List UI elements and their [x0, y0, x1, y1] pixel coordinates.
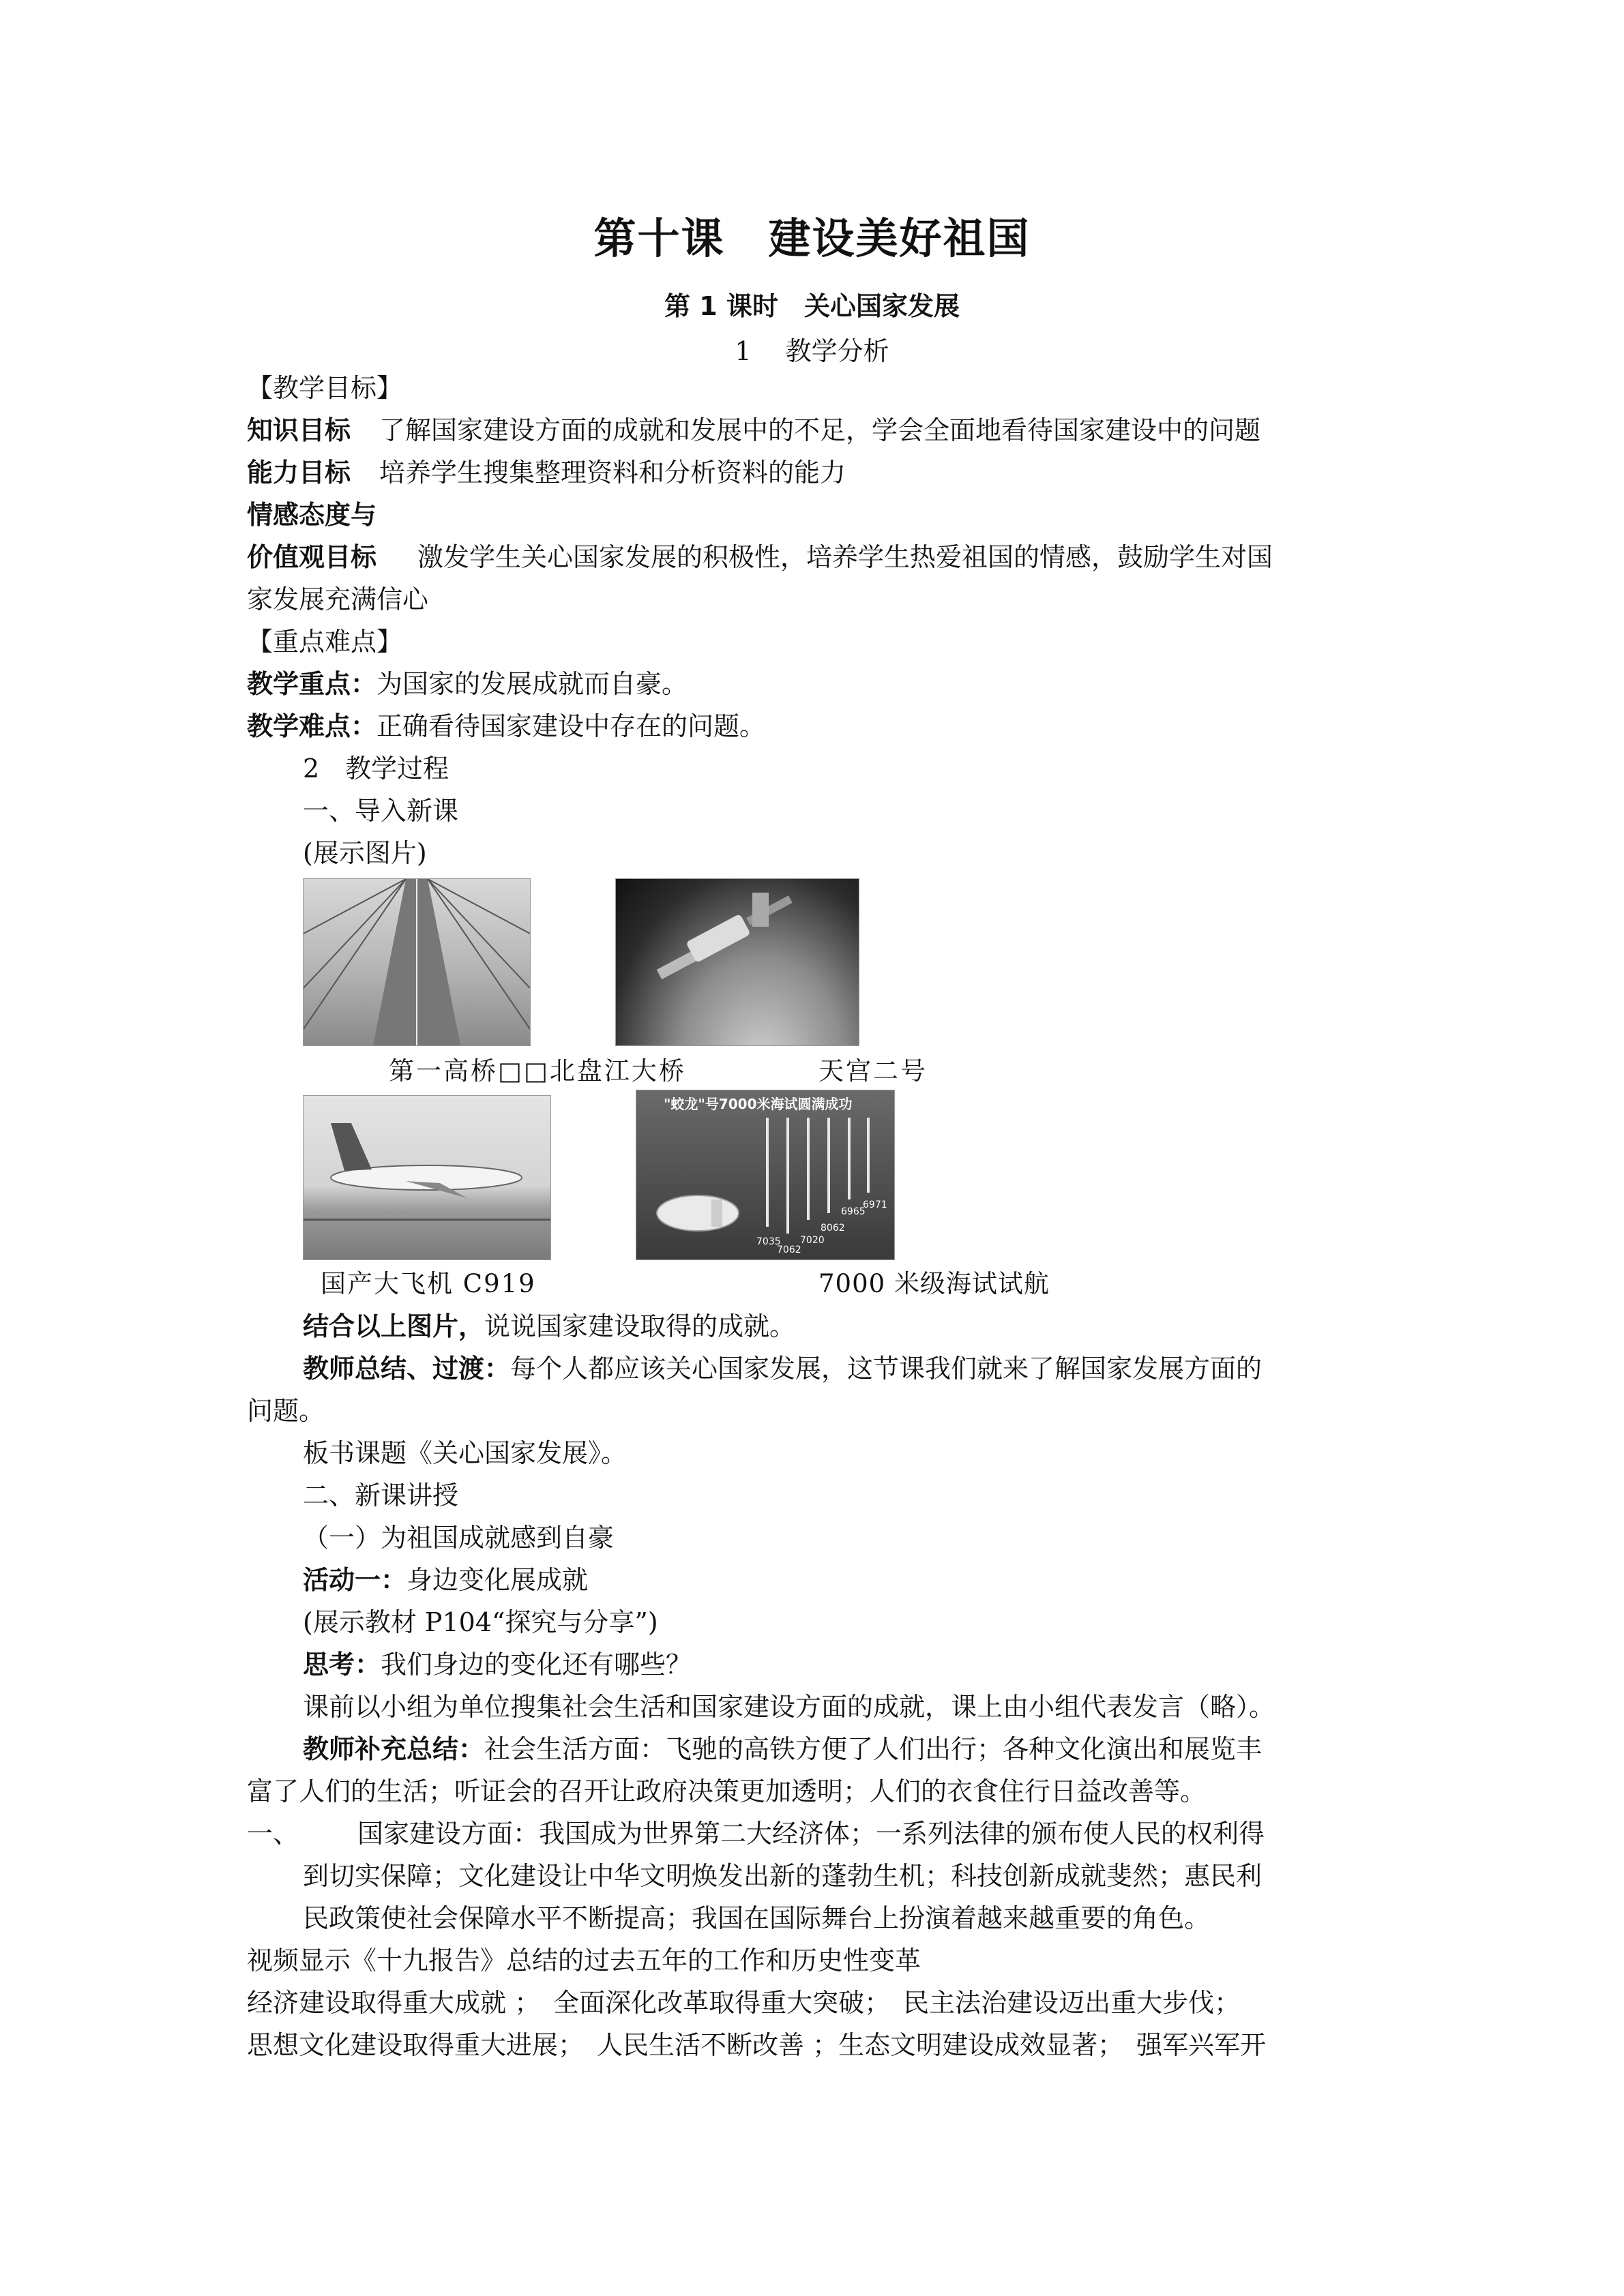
depth-label: 7035 — [756, 1236, 781, 1247]
depth-label: 7062 — [777, 1244, 801, 1255]
teacher-summary-text: 每个人都应该关心国家发展，这节课我们就来了解国家发展方面的 — [510, 1354, 1263, 1384]
ability-objective — [247, 451, 846, 494]
section-heading-process: 2 教学过程 — [303, 754, 449, 784]
teacher-supplement-text: 社会生活方面：飞驰的高铁方便了人们出行；各种文化演出和展览丰 — [484, 1734, 1263, 1764]
subsection-heading: （一）为祖国成就感到自豪 — [303, 1523, 615, 1553]
space-station-illustration — [616, 879, 859, 1045]
depth-label: 7020 — [800, 1235, 825, 1246]
key-point — [247, 663, 688, 705]
bridge-illustration — [304, 879, 530, 1045]
depth-bar — [867, 1118, 870, 1193]
lesson-subtitle: 第 1 课时 关心国家发展 — [664, 291, 960, 321]
bridge-caption: 第一高桥□□北盘江大桥 — [389, 1056, 686, 1086]
think-label: 思考： — [303, 1650, 381, 1680]
page-title: 第十课 建设美好祖国 — [593, 213, 1031, 263]
jiaolong-caption: 7000 米级海试试航 — [818, 1269, 1050, 1298]
combine-text: 说说国家建设取得的成就。 — [484, 1311, 796, 1341]
teacher-supplement-label: 教师补充总结： — [303, 1734, 485, 1764]
tiangong-photo — [615, 878, 859, 1046]
achievements-line-1: 经济建设取得重大成就 ； 全面深化改革取得重大突破； 民主法治建设迈出重大步伐； — [247, 1988, 1241, 2018]
bridge-photo — [303, 878, 531, 1046]
values-text-cont: 家发展充满信心 — [247, 584, 429, 614]
part-heading-intro: 一、导入新课 — [303, 796, 459, 826]
key-point-label: 教学重点： — [247, 669, 377, 699]
teacher-summary — [303, 1347, 1262, 1390]
national-line-2: 到切实保障；文化建设让中华文明焕发出新的蓬勃生机；科技创新成就斐然；惠民利 — [303, 1861, 1263, 1891]
teacher-supplement-cont: 富了人们的生活；听证会的召开让政府决策更加透明；人们的衣食住行日益改善等。 — [247, 1776, 1207, 1806]
think-prompt — [303, 1643, 692, 1686]
teacher-summary-label: 教师总结、过渡： — [303, 1354, 511, 1384]
board-note: 板书课题《关心国家发展》。 — [303, 1438, 628, 1468]
think-text: 我们身边的变化还有哪些？ — [381, 1650, 692, 1680]
tiangong-caption: 天宫二号 — [818, 1056, 928, 1086]
depth-label: 6971 — [863, 1199, 887, 1210]
jiaolong-banner: "蛟龙"号7000米海试圆满成功 — [664, 1096, 853, 1112]
depth-bar — [807, 1118, 810, 1220]
teacher-summary-cont: 问题。 — [247, 1396, 325, 1426]
depth-bar — [786, 1118, 789, 1234]
depth-label: 8062 — [821, 1223, 845, 1234]
objectives-heading: 【教学目标】 — [247, 373, 403, 403]
show-textbook-note: (展示教材 P104“探究与分享”) — [303, 1607, 658, 1637]
c919-photo — [303, 1095, 551, 1260]
depth-label: 6965 — [841, 1206, 866, 1217]
part-heading-new: 二、新课讲授 — [303, 1480, 459, 1510]
combine-label: 结合以上图片， — [303, 1311, 485, 1341]
teacher-supplement — [303, 1728, 1262, 1770]
national-line-3: 民政策使社会保障水平不断提高；我国在国际舞台上扮演着越来越重要的角色。 — [303, 1903, 1211, 1933]
difficulty — [247, 705, 765, 747]
national-line-1: 国家建设方面：我国成为世界第二大经济体；一系列法律的颁布使人民的权利得 — [357, 1819, 1265, 1849]
jiaolong-photo — [636, 1090, 895, 1260]
values-label: 价值观目标 — [247, 542, 377, 572]
achievements-line-2: 思想文化建设取得重大进展； 人民生活不断改善 ；生态文明建设成效显著； 强军兴军开 — [247, 2030, 1267, 2060]
emotion-label-line1: 情感态度与 — [247, 500, 377, 530]
c919-caption: 国产大飞机 C919 — [321, 1269, 536, 1298]
pre-class-note: 课前以小组为单位搜集社会生活和国家建设方面的成就，课上由小组代表发言（略）。 — [303, 1692, 1275, 1722]
difficulty-label: 教学难点： — [247, 711, 377, 741]
knowledge-objective — [247, 409, 1260, 451]
submersible-illustration — [650, 1179, 745, 1247]
knowledge-label: 知识目标 — [247, 415, 351, 445]
activity-one — [303, 1559, 588, 1601]
depth-bar — [766, 1118, 769, 1227]
depth-bar — [848, 1118, 851, 1199]
list-marker: 一、 — [247, 1819, 299, 1849]
values-text: 激发学生关心国家发展的积极性，培养学生热爱祖国的情感，鼓励学生对国 — [417, 542, 1273, 572]
values-objective — [247, 536, 1273, 578]
activity-text: 身边变化展成就 — [407, 1565, 589, 1595]
activity-label: 活动一： — [303, 1565, 407, 1595]
knowledge-text: 了解国家建设方面的成就和发展中的不足，学会全面地看待国家建设中的问题 — [379, 415, 1261, 445]
key-heading: 【重点难点】 — [247, 627, 403, 657]
ability-text: 培养学生搜集整理资料和分析资料的能力 — [379, 458, 846, 488]
combine-prompt — [303, 1305, 795, 1347]
video-note: 视频显示《十九报告》总结的过去五年的工作和历史性变革 — [247, 1945, 921, 1976]
depth-bar — [827, 1118, 830, 1213]
section-heading-analysis: 1 教学分析 — [735, 336, 889, 366]
key-point-text: 为国家的发展成就而自豪。 — [377, 669, 688, 699]
show-pictures-note: (展示图片) — [303, 838, 427, 868]
ability-label: 能力目标 — [247, 458, 351, 488]
difficulty-text: 正确看待国家建设中存在的问题。 — [377, 711, 766, 741]
airplane-illustration — [304, 1096, 550, 1259]
